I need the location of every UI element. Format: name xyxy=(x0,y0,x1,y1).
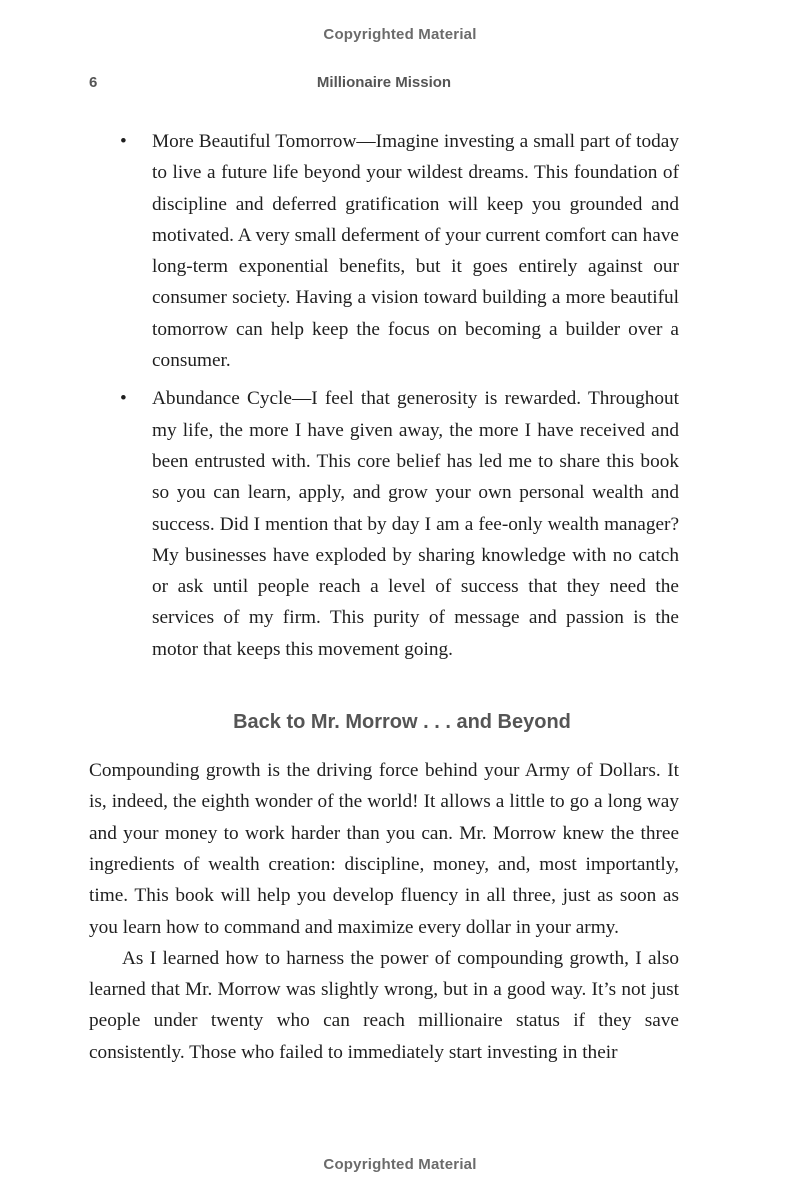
bullet-item xyxy=(89,126,679,376)
bullet-text: Abundance Cycle—I feel that generosity is rewarded. Throughout my life, the more I have given away, the more I have received and been entrusted with. This core belief has led me to share this book so you can learn, apply, and grow your own personal wealth and success. Did I mention that by day I am a fee-only wealth manager? My businesses have exploded by sharing knowledge with no catch or ask until people reach a level of success that they need the services of my firm. This purity of message and passion is the motor that keeps this movement going. xyxy=(152,388,679,660)
running-title: Millionaire Mission xyxy=(316,74,452,91)
bullet-icon: • xyxy=(120,131,127,152)
bullet-icon: • xyxy=(120,388,127,410)
body-paragraph: Compounding growth is the driving force behind your Army of Dollars. It is, indeed, the eighth wonder of the world! It allows a little to go a long way and your money to work harder than you can. Mr. Morrow knew the three ingredients of wealth creation: discipline, money, and, most importantly, time. This book will help you develop fluency in all three, just as soon as you learn how to command and maximize every dollar in your army. xyxy=(89,760,679,938)
bullet-item xyxy=(89,383,679,665)
copyright-watermark-top: Copyrighted Material xyxy=(323,26,477,43)
body-paragraph: As I learned how to harness the power of compounding growth, I also learned that Mr. Morrow was slightly wrong, but in a good way. It’s not just people under twenty who can reach millionaire status if they save consistently. Those who failed to immediately start investing in their xyxy=(89,947,679,1063)
bullet-list xyxy=(89,126,679,665)
running-header xyxy=(89,74,679,96)
section-heading: Back to Mr. Morrow . . . and Beyond xyxy=(233,711,571,734)
page-number: 6 xyxy=(89,74,98,91)
copyright-watermark-bottom: Copyrighted Material xyxy=(323,1156,477,1173)
page-body xyxy=(89,126,679,1068)
bullet-text: More Beautiful Tomorrow—Imagine investing a small part of today to live a future life beyond your wildest dreams. This foundation of discipline and deferred gratification will keep you grounded and motivated. A very small deferment of your current comfort can have long-term exponential benefits, but it goes entirely against our consumer society. Having a vision toward building a more beautiful tomorrow can help keep the focus on becoming a builder over a consumer. xyxy=(152,131,679,372)
